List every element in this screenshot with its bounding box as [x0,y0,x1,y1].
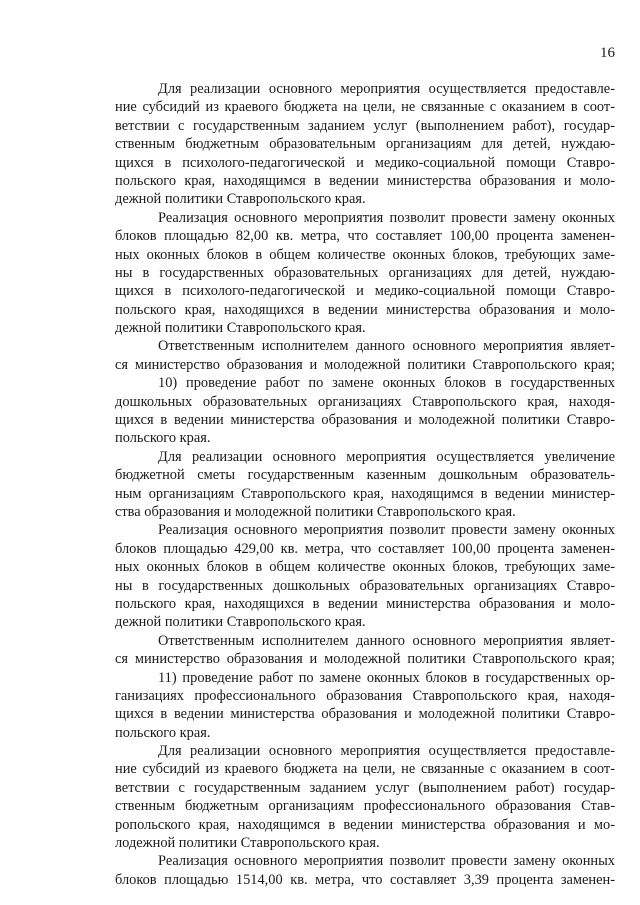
text-line: Ответственным исполнителем данного основного мероприятия являет- [158,338,615,355]
text-line: лодежной политики Ставропольского края. [115,835,380,852]
text-line: щихся в психолого-педагогической и медико-социальной помощи Ставро- [115,154,615,171]
text-line: Реализация основного мероприятия позволит провести замену оконных [158,522,615,539]
text-line: блоков площадью 82,00 кв. метра, что составляет 100,00 процента заменен- [115,228,615,245]
text-line: ветствии с государственным заданием услуг (выполнением работ), государ- [115,117,615,134]
text-line: ся министерство образования и молодежной политики Ставропольского края; [115,356,615,373]
text-line: 10) проведение работ по замене оконных блоков в государственных [158,375,615,392]
text-line: дежной политики Ставропольского края. [115,191,366,208]
text-line: ветствии с государственным заданием услуг (выполнением работ) государ- [115,779,615,796]
page-number: 16 [600,45,615,61]
text-line: ны в государственных образовательных организациях для детей, нуждаю- [115,264,615,281]
text-line: бюджетной сметы государственным казенным дошкольным образователь- [115,467,615,484]
text-line: ственным бюджетным организациям профессионального образования Став- [115,798,615,815]
text-line: Для реализации основного мероприятия осуществляется предоставле- [158,81,615,97]
text-line: ных оконных блоков в общем количестве оконных блоков, требующих заме- [115,246,615,263]
text-line: блоков площадью 1514,00 кв. метра, что составляет 3,39 процента заменен- [115,871,615,888]
text-line: Ответственным исполнителем данного основного мероприятия являет- [158,632,615,649]
text-line: польского края, находящихся в ведении министерства образования и моло- [115,595,615,612]
text-line: ных оконных блоков в общем количестве оконных блоков, требующих заме- [115,559,615,576]
text-line: щихся в психолого-педагогической и медико-социальной помощи Ставро- [115,283,615,300]
text-line: дошкольных образовательных организациях Ставропольского края, находя- [115,393,615,410]
text-line: блоков площадью 429,00 кв. метра, что составляет 100,00 процента заменен- [115,540,615,557]
text-line: ным организациям Ставропольского края, находящимся в ведении министер- [115,485,615,502]
text-line: Реализация основного мероприятия позволит провести замену оконных [158,209,615,226]
text-line: ства образования и молодежной политики Ставропольского края. [115,503,516,520]
text-line: ственным бюджетным образовательным организациям для детей, нуждаю- [115,136,615,153]
text-line: Для реализации основного мероприятия осуществляется увеличение [158,448,615,465]
text-line: 11) проведение работ по замене оконных блоков в государственных ор- [158,669,615,686]
text-line: ние субсидий из краевого бюджета на цели, не связанные с оказанием в соот- [115,761,615,778]
text-line: ганизациях профессионального образования Ставропольского края, находя- [115,687,615,704]
text-line: польского края. [115,430,211,447]
text-line: ропольского края, находящимся в ведении министерства образования и мо- [115,816,615,833]
text-line: щихся в ведении министерства образования и молодежной политики Ставро- [115,412,615,429]
text-line: щихся в ведении министерства образования и молодежной политики Ставро- [115,706,615,723]
body-text [115,80,615,889]
text-line: польского края, находящихся в ведении министерства образования и моло- [115,301,615,318]
text-line: Для реализации основного мероприятия осуществляется предоставле- [158,743,615,760]
text-line: дежной политики Ставропольского края. [115,614,366,631]
text-line: ние субсидий из краевого бюджета на цели, не связанные с оказанием в соот- [115,99,615,116]
text-line: польского края. [115,724,211,741]
text-line: Реализация основного мероприятия позволит провести замену оконных [158,853,615,870]
text-line: дежной политики Ставропольского края. [115,320,366,337]
text-line: ны в государственных дошкольных образовательных организациях Ставро- [115,577,615,594]
text-line: ся министерство образования и молодежной политики Ставропольского края; [115,651,615,668]
text-line: польского края, находящимся в ведении министерства образования и моло- [115,172,615,189]
